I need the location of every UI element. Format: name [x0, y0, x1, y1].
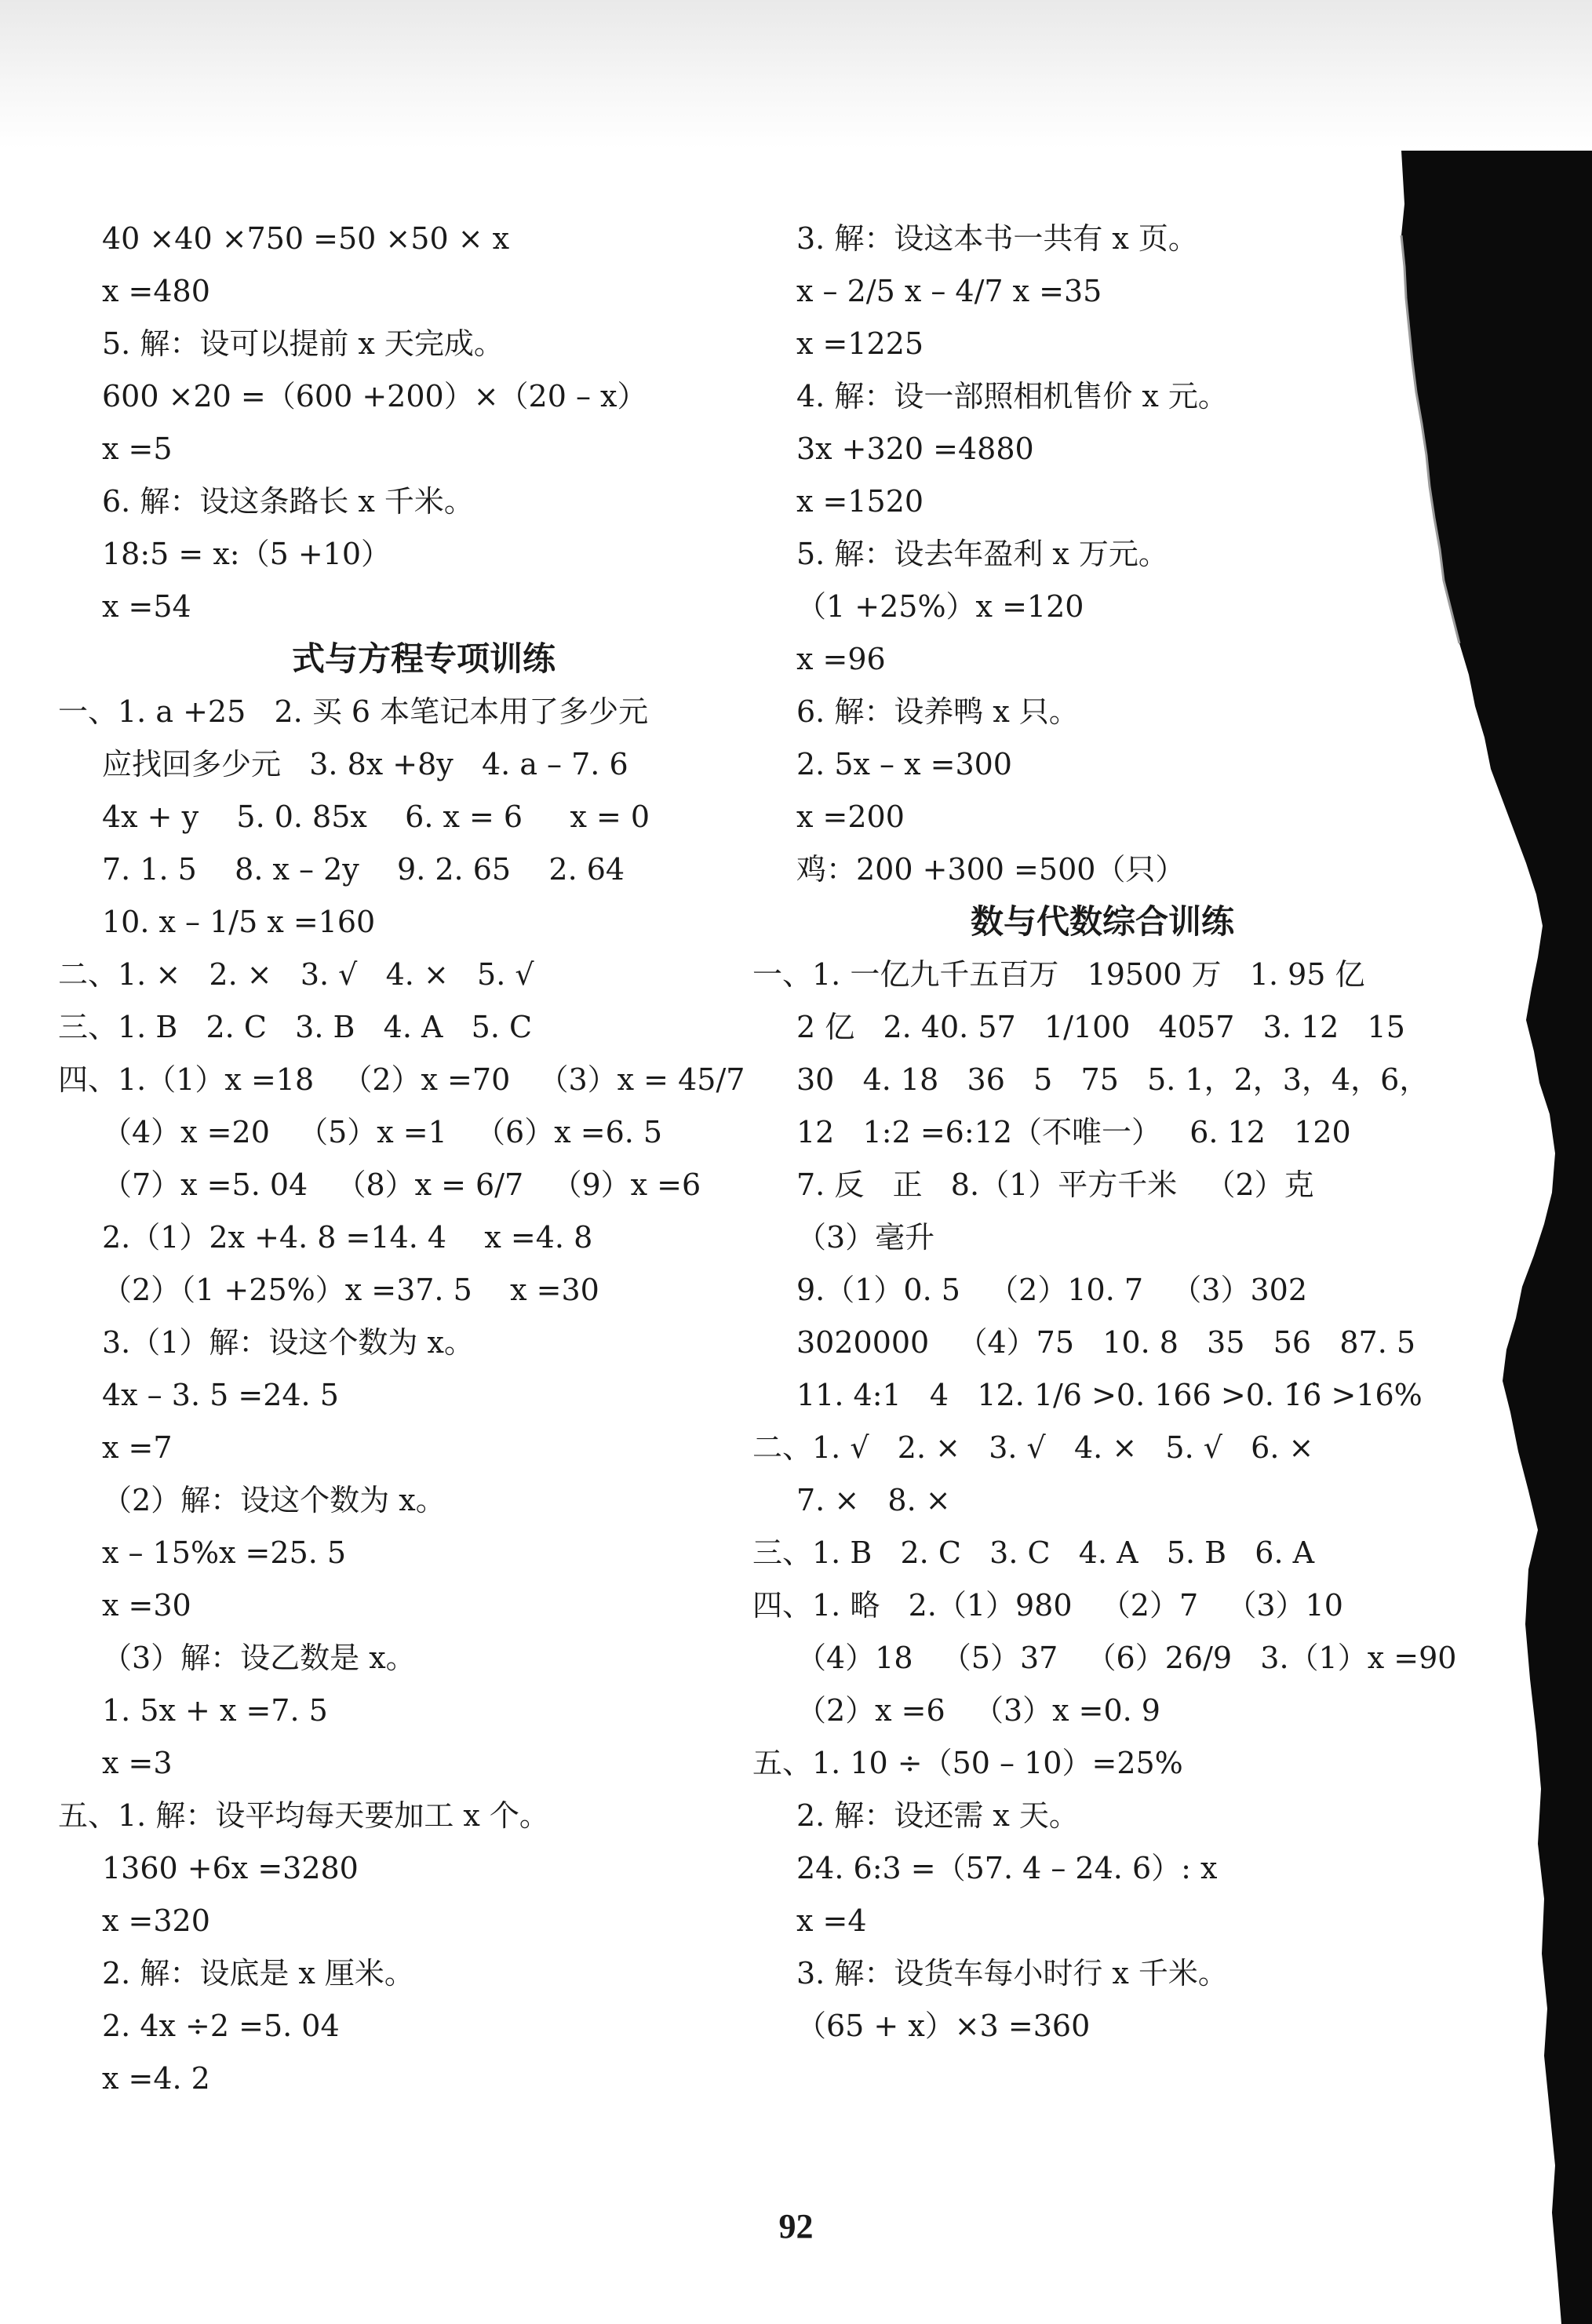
answer-line: x =480	[102, 274, 210, 308]
answer-line: 2. 5x – x =300	[796, 747, 1012, 781]
answer-line: （2）（1 +25%）x =37. 5 x =30	[102, 1273, 599, 1307]
answer-line: 五、1. 解：设平均每天要加工 x 个。	[58, 1798, 549, 1833]
section-heading: 式与方程专项训练	[291, 639, 556, 678]
answer-line: x – 2/5 x – 4/7 x =35	[796, 274, 1102, 308]
answer-line: 1360 +6x =3280	[102, 1851, 359, 1885]
answer-line: （65 + x）×3 =360	[796, 2009, 1091, 2043]
answer-line: 11. 4:1 4 12. 1/6 >0. 166 >0. 1̇6̇ >16%	[796, 1378, 1423, 1412]
section-heading: 数与代数综合训练	[970, 902, 1234, 941]
answer-line: x =4	[796, 1903, 867, 1938]
answer-line: x =1225	[796, 326, 924, 361]
answer-line: 40 ×40 ×750 =50 ×50 × x	[102, 221, 510, 256]
answer-line: 3. 解：设货车每小时行 x 千米。	[796, 1956, 1228, 1991]
page-number: 92	[778, 2207, 814, 2246]
answer-line: x – 15%x =25. 5	[102, 1535, 347, 1570]
answer-line: 四、1.（1）x =18 （2）x =70 （3）x = 45/7	[58, 1062, 745, 1097]
answer-line: 5. 解：设可以提前 x 天完成。	[102, 326, 504, 361]
answer-line: x =4. 2	[102, 2061, 210, 2096]
answer-line: 7. × 8. ×	[796, 1483, 951, 1517]
answer-line: （3）解：设乙数是 x。	[102, 1641, 416, 1675]
answer-line: 4. 解：设一部照相机售价 x 元。	[796, 379, 1228, 413]
answer-line: 6. 解：设养鸭 x 只。	[796, 694, 1079, 729]
answer-line: （7）x =5. 04 （8）x = 6/7 （9）x =6	[102, 1167, 701, 1202]
answer-line: （1 +25%）x =120	[796, 589, 1084, 624]
answer-line: x =54	[102, 589, 191, 624]
answer-line: 3x +320 =4880	[796, 432, 1034, 466]
answer-line: （3）毫升	[796, 1220, 935, 1255]
answer-line: 鸡：200 +300 =500（只）	[796, 852, 1186, 887]
answer-line: 应找回多少元 3. 8x +8y 4. a – 7. 6	[102, 747, 628, 781]
answer-line: x =7	[102, 1430, 173, 1465]
answer-line: 一、1. 一亿九千五百万 19500 万 1. 95 亿	[752, 957, 1365, 992]
answer-line: 五、1. 10 ÷（50 – 10）=25%	[752, 1746, 1183, 1780]
answer-line: x =96	[796, 642, 886, 676]
answer-line: 2. 解：设还需 x 天。	[796, 1798, 1079, 1833]
answer-line: 4x – 3. 5 =24. 5	[102, 1378, 339, 1412]
answer-line: x =1520	[796, 484, 924, 519]
answer-line: （2）解：设这个数为 x。	[102, 1483, 446, 1517]
answer-line: 7. 反 正 8.（1）平方千米 （2）克	[796, 1167, 1314, 1202]
answer-line: 三、1. B 2. C 3. C 4. A 5. B 6. A	[752, 1535, 1315, 1570]
answer-line: 四、1. 略 2.（1）980 （2）7 （3）10	[752, 1588, 1343, 1623]
answer-line: 9.（1）0. 5 （2）10. 7 （3）302	[796, 1273, 1307, 1307]
answer-line: 10. x – 1/5 x =160	[102, 905, 376, 939]
answer-line: 1. 5x + x =7. 5	[102, 1693, 328, 1728]
answer-line: 6. 解：设这条路长 x 千米。	[102, 484, 474, 519]
answer-line: x =320	[102, 1903, 210, 1938]
answer-line: 24. 6:3 =（57. 4 – 24. 6）: x	[796, 1851, 1218, 1885]
answer-line: 一、1. a +25 2. 买 6 本笔记本用了多少元	[58, 694, 649, 729]
answer-line: 三、1. B 2. C 3. B 4. A 5. C	[58, 1010, 533, 1044]
answer-line: 7. 1. 5 8. x – 2y 9. 2. 65 2. 64	[102, 852, 625, 887]
answer-line: 4x + y 5. 0. 85x 6. x = 6 x = 0	[102, 800, 650, 834]
answer-line: x =30	[102, 1588, 191, 1623]
answer-line: 600 ×20 =（600 +200）×（20 – x）	[102, 379, 647, 413]
answer-line: 5. 解：设去年盈利 x 万元。	[796, 537, 1168, 571]
answer-line: x =3	[102, 1746, 173, 1780]
answer-line: 2 亿 2. 40. 57 1/100 4057 3. 12 15	[796, 1010, 1405, 1044]
answer-line: 二、1. √ 2. × 3. √ 4. × 5. √ 6. ×	[752, 1430, 1314, 1465]
answer-line: 3020000 （4）75 10. 8 35 56 87. 5	[796, 1325, 1416, 1360]
answer-line: （4）x =20 （5）x =1 （6）x =6. 5	[102, 1115, 663, 1149]
answer-line: （2）x =6 （3）x =0. 9	[796, 1693, 1160, 1728]
answer-line: 2. 解：设底是 x 厘米。	[102, 1956, 414, 1991]
answer-line: 2.（1）2x +4. 8 =14. 4 x =4. 8	[102, 1220, 593, 1255]
answer-line: 二、1. × 2. × 3. √ 4. × 5. √	[58, 957, 534, 992]
answer-line: x =5	[102, 432, 173, 466]
answer-line: x =200	[796, 800, 905, 834]
answer-line: 30 4. 18 36 5 75 5. 1，2，3，4，6，	[796, 1062, 1430, 1097]
answer-line: 3.（1）解：设这个数为 x。	[102, 1325, 474, 1360]
answer-line: （4）18 （5）37 （6）26/9 3.（1）x =90	[796, 1641, 1457, 1675]
answer-line: 2. 4x ÷2 =5. 04	[102, 2009, 340, 2043]
answer-line: 3. 解：设这本书一共有 x 页。	[796, 221, 1198, 256]
answer-line: 12 1:2 =6:12（不唯一） 6. 12 120	[796, 1115, 1351, 1149]
answer-line: 18:5 = x:（5 +10）	[102, 537, 392, 571]
